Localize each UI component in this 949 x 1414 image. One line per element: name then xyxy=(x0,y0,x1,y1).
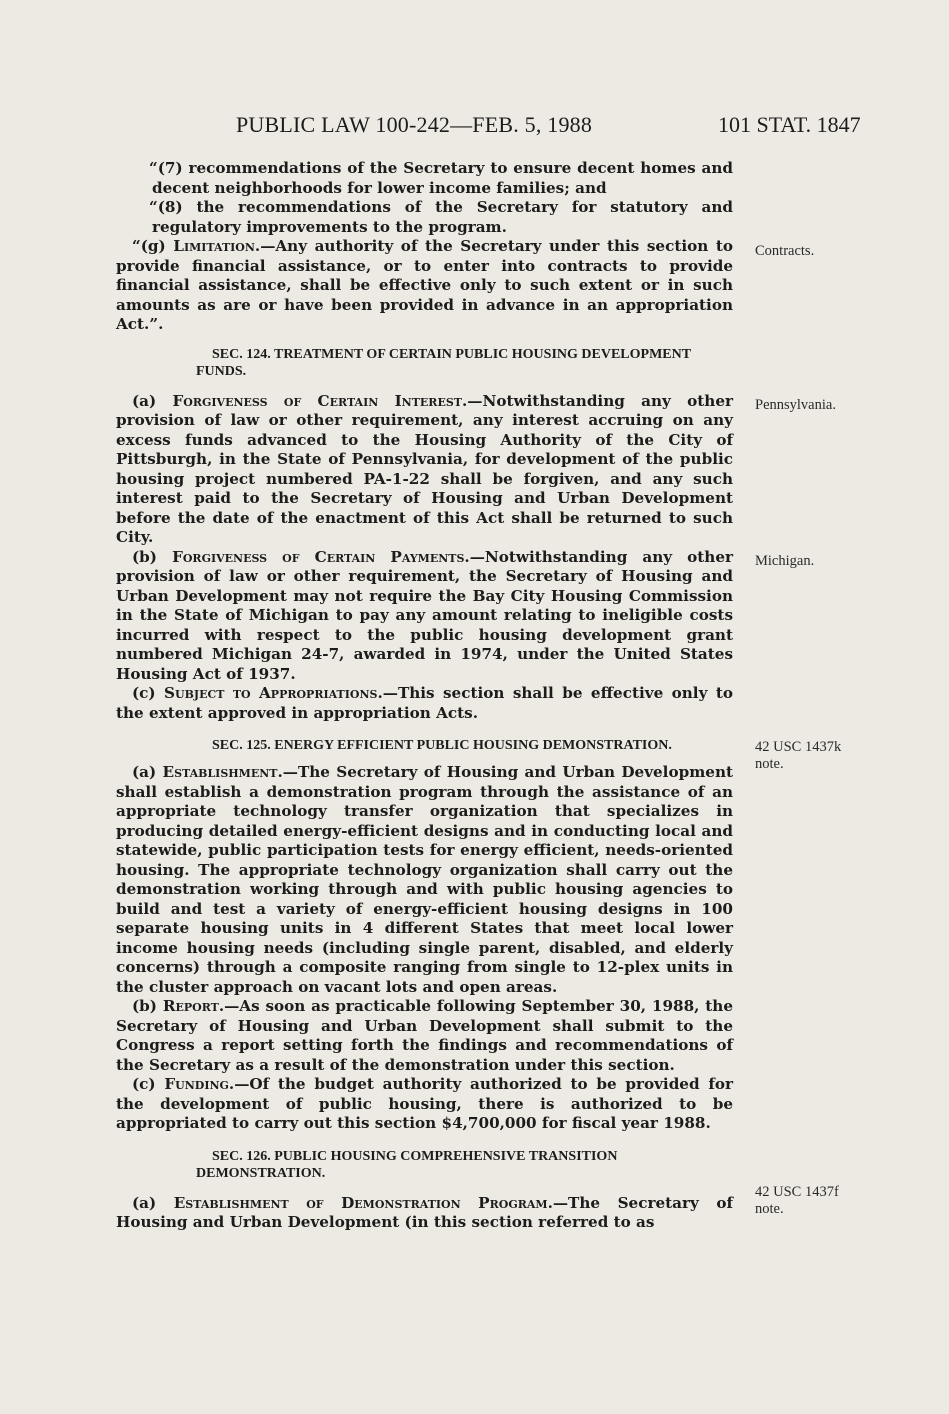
subsection-label: (c) xyxy=(132,1075,165,1093)
subsection-heading: Establishment of Demonstration Program. xyxy=(173,1193,553,1212)
subsection-125c xyxy=(116,1075,733,1134)
subsection-124a xyxy=(116,392,733,548)
document-body xyxy=(116,159,733,1233)
paragraph-7: “(7) recommendations of the Secretary to ensure decent homes and decent neighborhoods for lower income families; and xyxy=(149,159,733,197)
margin-note-usc-1437f: 42 USC 1437f note. xyxy=(755,1184,839,1217)
subsection-label: (a) xyxy=(132,391,173,410)
running-header-title: PUBLIC LAW 100-242—FEB. 5, 1988 xyxy=(236,112,593,137)
section-124-heading: SEC. 124. TREATMENT OF CERTAIN PUBLIC HOUSING DEVELOPMENT FUNDS. xyxy=(196,346,691,379)
subsection-label: “(g) xyxy=(132,237,174,255)
margin-note-michigan: Michigan. xyxy=(755,553,815,569)
subsection-text: —The Secretary of Housing and Urban Development (in this section referred to as xyxy=(116,1193,733,1231)
paragraph-8: “(8) the recommendations of the Secretary for statutory and regulatory improvements to the program. xyxy=(149,198,733,236)
subsection-label: (b) xyxy=(132,997,163,1015)
subsection-heading: Establishment. xyxy=(162,763,283,781)
subsection-heading: Subject to Appropriations. xyxy=(164,684,383,702)
subsection-label: (b) xyxy=(132,547,173,566)
subsection-text: —Any authority of the Secretary under this section to provide financial assistance, or to enter into contracts to provide financial assistance, shall be effective only to such extent or in such amounts as are or have been provided in advance in an appropriation Act.”. xyxy=(116,237,733,333)
subsection-heading: Forgiveness of Certain Interest. xyxy=(172,391,468,410)
margin-note-usc-1437k: 42 USC 1437k note. xyxy=(755,739,842,772)
subsection-124c xyxy=(116,684,733,723)
subsection-125a xyxy=(116,763,733,997)
subsection-text: —The Secretary of Housing and Urban Development shall establish a demonstration program through the assistance of an appropriate technology transfer organization that specializes in producing detailed energy-efficient designs and in conducting local and statewide, public participation tests for energy efficient, needs-oriented housing. The appropriate technology organization shall carry out the demonstration working through and with public housing agencies to build and test a variety of energy-efficient housing designs in 100 separate housing units in 4 different States that meet local lower income housing needs (including single parent, disabled, and elderly concerns) through a composite ranging from single to 12-plex units in the cluster approach on vacant lots and open areas. xyxy=(116,763,733,996)
margin-note-contracts: Contracts. xyxy=(755,243,815,259)
subsection-heading: Forgiveness of Certain Payments. xyxy=(172,547,470,566)
subsection-text: —As soon as practicable following September 30, 1988, the Secretary of Housing and Urban Development shall submit to the Congress a report setting forth the findings and recommendations of the Secretary as a result of the demonstration under this section. xyxy=(116,997,733,1074)
subsection-heading: Funding. xyxy=(164,1075,235,1093)
subsection-text: —This section shall be effective only to the extent approved in appropriation Acts. xyxy=(116,684,733,722)
running-header-stat: 101 STAT. 1847 xyxy=(718,112,861,137)
subsection-text: —Notwithstanding any other provision of law or other requirement, the Secretary of Housing and Urban Development may not require the Bay City Housing Commission in the State of Michigan to pay any amount relating to ineligible costs incurred with respect to the public housing development grant numbered Michigan 24-7, awarded in 1974, under the United States Housing Act of 1937. xyxy=(116,547,734,683)
subsection-label: (a) xyxy=(132,763,163,781)
subsection-g xyxy=(116,237,733,335)
subsection-heading: Report. xyxy=(162,997,225,1015)
subsection-126a xyxy=(116,1194,733,1233)
section-126-heading: SEC. 126. PUBLIC HOUSING COMPREHENSIVE TRANSITION DEMONSTRATION. xyxy=(196,1148,618,1181)
subsection-heading: Limitation. xyxy=(173,237,261,255)
subsection-text: —Notwithstanding any other provision of law or other requirement, any interest accruing on any excess funds advanced to the Housing Authority of the City of Pittsburgh, in the State of Pennsylvania, for development of the public housing project numbered PA-1-22 shall be forgiven, and any such interest paid to the Secretary of Housing and Urban Development before the date of the enactment of this Act shall be returned to such City. xyxy=(116,391,734,546)
subsection-125b xyxy=(116,997,733,1075)
subsection-124b xyxy=(116,548,733,685)
section-125-heading: SEC. 125. ENERGY EFFICIENT PUBLIC HOUSING DEMONSTRATION. xyxy=(212,738,672,753)
subsection-label: (c) xyxy=(132,684,165,702)
margin-note-pennsylvania: Pennsylvania. xyxy=(755,397,836,413)
subsection-text: —Of the budget authority authorized to be provided for the development of public housing, there is authorized to be appropriated to carry out this section $4,700,000 for fiscal year 1988. xyxy=(116,1075,733,1132)
subsection-label: (a) xyxy=(132,1193,174,1212)
